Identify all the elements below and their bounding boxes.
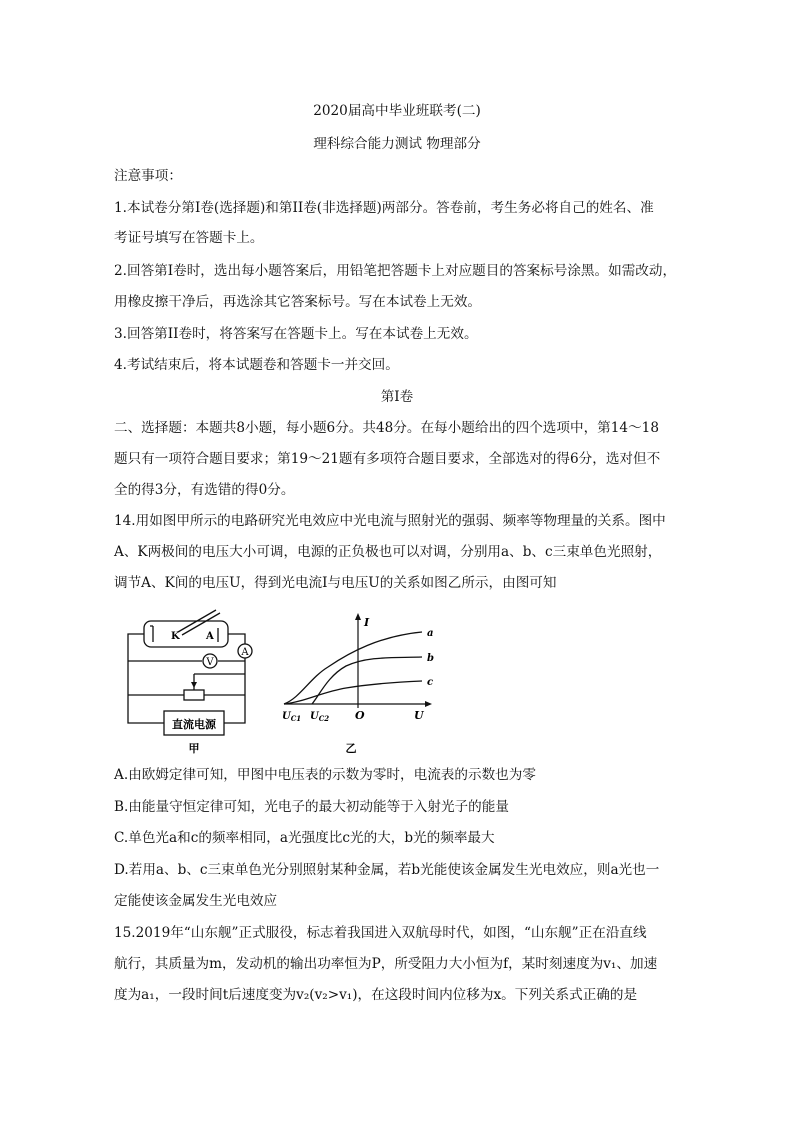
figure-yi-graph bbox=[280, 612, 445, 756]
q14-option-D-cont: 定能使该金属发生光电效应 bbox=[114, 893, 278, 909]
exam-subtitle: 理科综合能力测试 物理部分 bbox=[313, 136, 481, 152]
section-intro-line: 全的得3分，有选错的得0分。 bbox=[114, 482, 295, 498]
section-intro-line: 二、选择题：本题共8小题，每小题6分。共48分。在每小题给出的四个选项中，第14～18 bbox=[114, 420, 659, 436]
note-line: 1.本试卷分第I卷(选择题)和第II卷(非选择题)两部分。答卷前，考生务必将自己的姓名、准 bbox=[114, 200, 654, 216]
figure-jia-circuit bbox=[120, 608, 270, 756]
note-line: 考证号填写在答题卡上。 bbox=[114, 230, 264, 246]
origin-label: O bbox=[355, 709, 365, 722]
label-A: A bbox=[206, 631, 214, 642]
notes-heading: 注意事项： bbox=[114, 168, 182, 184]
q14-option-A: A.由欧姆定律可知，甲图中电压表的示数为零时，电流表的示数也为零 bbox=[114, 767, 536, 783]
axis-U-label: U bbox=[414, 709, 424, 722]
uc1-label: $U_{C1}$ bbox=[282, 711, 302, 723]
caption-yi: 乙 bbox=[345, 742, 357, 755]
section-intro-line: 题只有一项符合题目要求；第19～21题有多项符合题目要求，全部选对的得6分，选对但不 bbox=[114, 451, 661, 467]
note-line: 4.考试结束后，将本试题卷和答题卡一并交回。 bbox=[114, 357, 399, 373]
section-title: 第I卷 bbox=[380, 389, 414, 405]
q15-stem-line: 航行，其质量为m，发动机的输出功率恒为P，所受阻力大小恒为f，某时刻速度为v₁、加速 bbox=[114, 956, 658, 972]
curve-a bbox=[284, 632, 422, 704]
q14-option-C: C.单色光a和c的频率相同，a光强度比c光的大，b光的频率最大 bbox=[114, 830, 495, 846]
q14-stem-line: 调节A、K间的电压U，得到光电流I与电压U的关系如图乙所示，由图可知 bbox=[114, 575, 557, 591]
uc2-label: $U_{C2}$ bbox=[310, 711, 330, 723]
note-line: 3.回答第II卷时，将答案写在答题卡上。写在本试卷上无效。 bbox=[114, 326, 478, 342]
curve-c-label: c bbox=[427, 677, 434, 688]
source-label: 直流电源 bbox=[172, 718, 216, 731]
curve-b bbox=[312, 657, 422, 704]
q14-stem-line: A、K两极间的电压大小可调，电源的正负极也可以对调，分别用a、b、c三束单色光照射， bbox=[114, 544, 662, 560]
caption-jia: 甲 bbox=[188, 742, 200, 755]
q14-option-B: B.由能量守恒定律可知，光电子的最大初动能等于入射光子的能量 bbox=[114, 799, 509, 815]
curve-c bbox=[284, 681, 422, 704]
q15-stem-line: 15.2019年“山东舰”正式服役，标志着我国进入双航母时代，如图，“山东舰”正在沿直线 bbox=[114, 925, 647, 941]
note-line: 用橡皮擦干净后，再选涂其它答案标号。写在本试卷上无效。 bbox=[114, 294, 482, 310]
exam-title: 2020届高中毕业班联考(二) bbox=[313, 103, 481, 119]
ammeter-label: A bbox=[241, 647, 249, 658]
q14-option-D: D.若用a、b、c三束单色光分别照射某种金属，若b光能使该金属发生光电效应，则a光也一 bbox=[114, 862, 660, 878]
axis-I-label: I bbox=[364, 616, 370, 629]
q15-stem-line: 度为a₁，一段时间t后速度变为v₂(v₂>v₁)，在这段时间内位移为x。下列关系式正确的是 bbox=[114, 987, 638, 1003]
voltmeter-label: V bbox=[206, 657, 214, 668]
label-K: K bbox=[171, 631, 180, 642]
note-line: 2.回答第I卷时，选出每小题答案后，用铅笔把答题卡上对应题目的答案标号涂黑。如需改动， bbox=[114, 263, 677, 279]
curve-b-label: b bbox=[427, 653, 434, 664]
q14-stem-line: 14.用如图甲所示的电路研究光电效应中光电流与照射光的强弱、频率等物理量的关系。图中 bbox=[114, 513, 666, 529]
curve-a-label: a bbox=[427, 628, 434, 639]
